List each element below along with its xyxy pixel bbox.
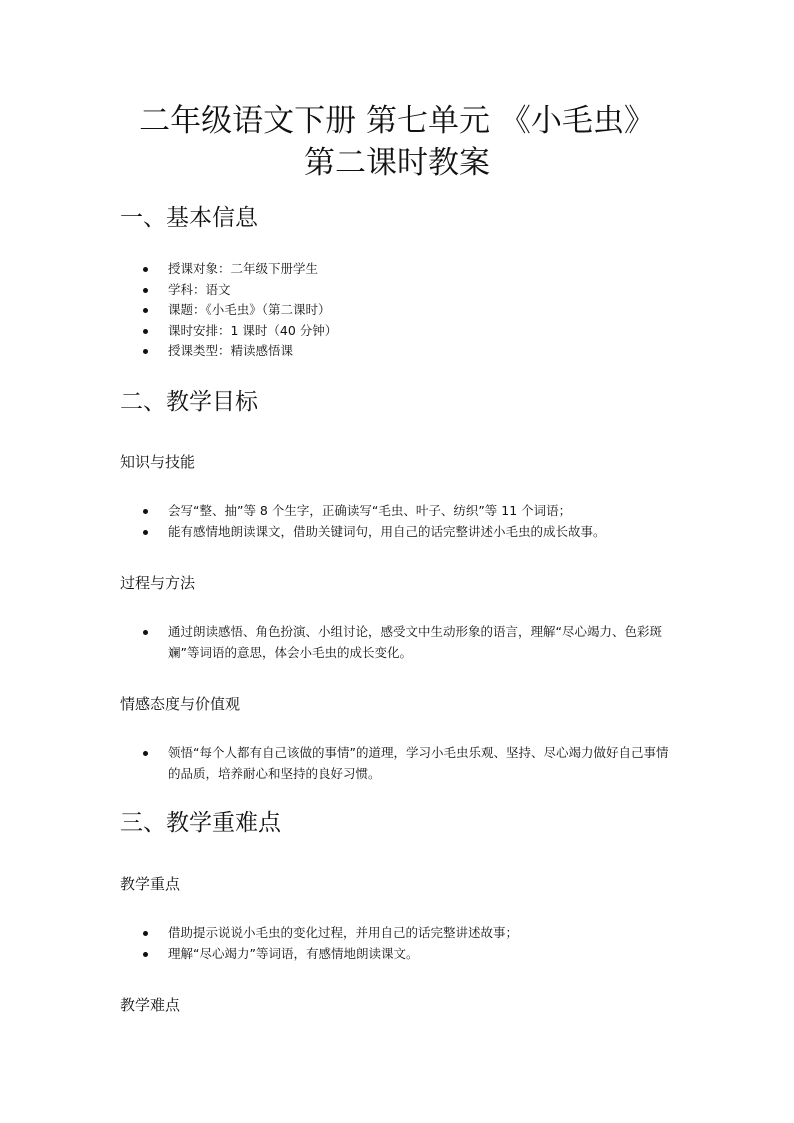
basic-info-list	[120, 259, 680, 362]
list-item: 通过朗读感悟、角色扮演、小组讨论，感受文中生动形象的语言，理解“尽心竭力、色彩斑斓”等词语的意思，体会小毛虫的成长变化。	[120, 622, 680, 663]
bullet-icon	[143, 530, 148, 535]
list-item: 能有感情地朗读课文，借助关键词句，用自己的话完整讲述小毛虫的成长故事。	[120, 522, 680, 543]
section-heading-teaching-goals: 二、教学目标	[120, 389, 258, 415]
list-item: 授课类型：精读感悟课	[120, 341, 680, 362]
bullet-icon	[143, 349, 148, 354]
emotion-values-list	[120, 743, 680, 784]
bullet-icon	[143, 931, 148, 936]
list-item: 课时安排：1 课时（40 分钟）	[120, 321, 680, 342]
document-title-line2: 第二课时教案	[304, 145, 490, 181]
bullet-icon	[143, 288, 148, 293]
list-item: 理解“尽心竭力”等词语，有感情地朗读课文。	[120, 944, 680, 965]
bullet-icon	[143, 630, 148, 635]
subsection-heading-knowledge-skills: 知识与技能	[120, 453, 196, 471]
bullet-icon	[143, 329, 148, 334]
list-item: 学科：语文	[120, 280, 680, 301]
section-heading-key-difficult-points: 三、教学重难点	[120, 810, 281, 836]
list-item: 课题：《小毛虫》（第二课时）	[120, 300, 680, 321]
list-item: 授课对象：二年级下册学生	[120, 259, 680, 280]
section-heading-basic-info: 一、基本信息	[120, 205, 258, 231]
bullet-icon	[143, 952, 148, 957]
subsection-heading-process-methods: 过程与方法	[120, 574, 196, 592]
document-title-line1: 二年级语文下册 第七单元 《小毛虫》	[139, 103, 655, 139]
subsection-heading-difficult-points: 教学难点	[120, 996, 181, 1014]
knowledge-skills-list	[120, 501, 680, 542]
process-methods-list	[120, 622, 680, 663]
bullet-icon	[143, 308, 148, 313]
list-item: 借助提示说说小毛虫的变化过程，并用自己的话完整讲述故事；	[120, 923, 680, 944]
bullet-icon	[143, 751, 148, 756]
bullet-icon	[143, 509, 148, 514]
key-points-list	[120, 923, 680, 964]
subsection-heading-emotion-values: 情感态度与价值观	[120, 695, 241, 713]
list-item: 领悟“每个人都有自己该做的事情”的道理，学习小毛虫乐观、坚持、尽心竭力做好自己事情的品质，培养耐心和坚持的良好习惯。	[120, 743, 680, 784]
subsection-heading-key-points: 教学重点	[120, 875, 181, 893]
list-item: 会写“整、抽”等 8 个生字，正确读写“毛虫、叶子、纺织”等 11 个词语；	[120, 501, 680, 522]
bullet-icon	[143, 267, 148, 272]
